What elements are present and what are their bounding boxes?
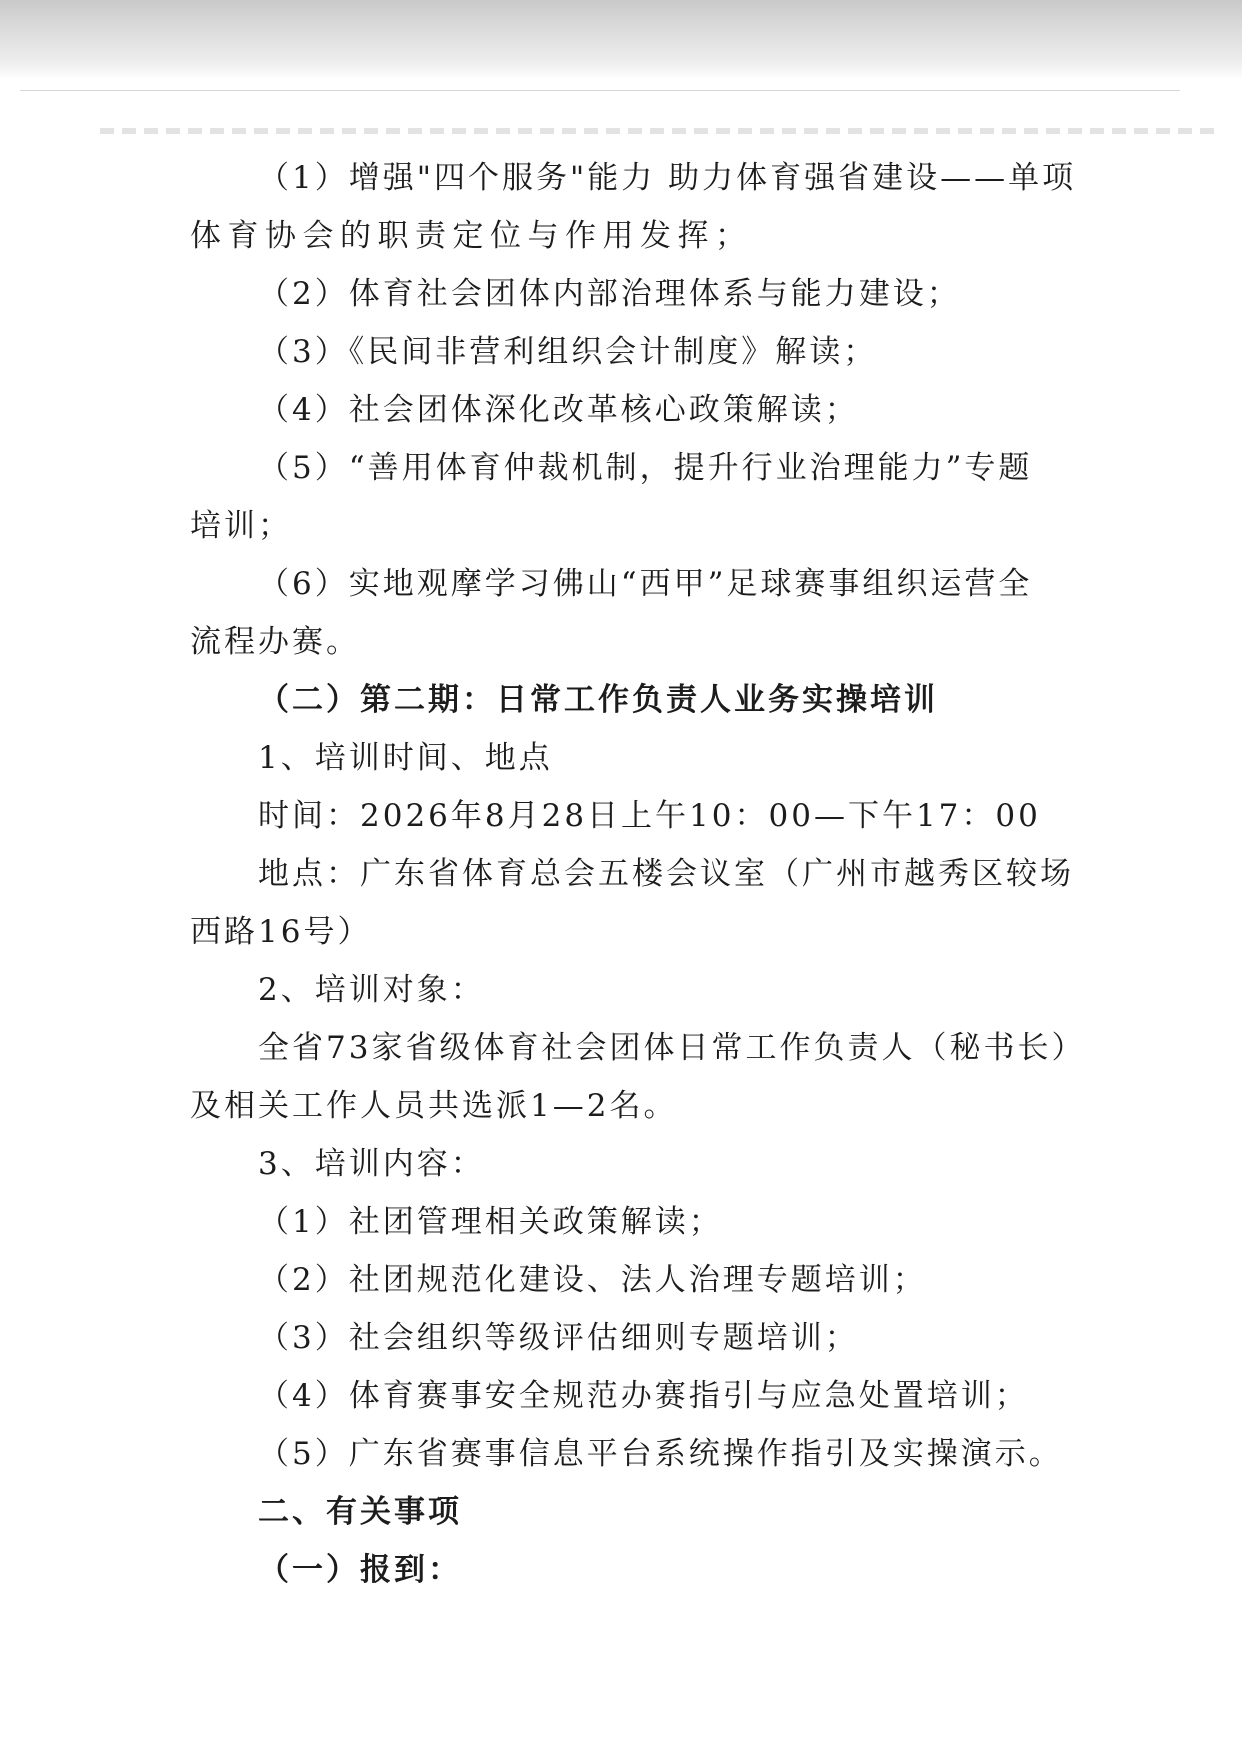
training-time: 时间：2026年8月28日上午10：00—下午17：00 [258, 798, 1041, 834]
subheading-registration: （一）报到： [258, 1552, 462, 1588]
item-2: （2）体育社会团体内部治理体系与能力建设； [258, 276, 961, 312]
target-line-2: 及相关工作人员共选派1—2名。 [190, 1088, 678, 1124]
section-heading-matters: 二、有关事项 [258, 1494, 462, 1530]
content-item-4: （4）体育赛事安全规范办赛指引与应急处置培训； [258, 1378, 1029, 1414]
content-item-1: （1）社团管理相关政策解读； [258, 1204, 723, 1240]
item-5-line-1: （5）“善用体育仲裁机制，提升行业治理能力”专题 [258, 450, 1033, 486]
item-6-line-1: （6）实地观摩学习佛山“西甲”足球赛事组织运营全 [258, 566, 1033, 602]
item-5-line-2: 培训； [190, 508, 292, 544]
item-1-line-1: （1）增强"四个服务"能力 助力体育强省建设——单项 [258, 160, 1077, 196]
item-4: （4）社会团体深化改革核心政策解读； [258, 392, 859, 428]
item-1-line-2: 体育协会的职责定位与作用发挥； [190, 218, 753, 254]
item-6-line-2: 流程办赛。 [190, 624, 360, 660]
subheading-time-place: 1、培训时间、地点 [258, 740, 553, 776]
section-heading-phase-2: （二）第二期：日常工作负责人业务实操培训 [258, 682, 938, 718]
content-item-2: （2）社团规范化建设、法人治理专题培训； [258, 1262, 927, 1298]
subheading-content: 3、培训内容： [258, 1146, 485, 1182]
content-item-3: （3）社会组织等级评估细则专题培训； [258, 1320, 859, 1356]
subheading-target: 2、培训对象： [258, 972, 485, 1008]
item-3: （3）《民间非营利组织会计制度》解读； [258, 334, 878, 370]
content-item-5: （5）广东省赛事信息平台系统操作指引及实操演示。 [258, 1436, 1063, 1472]
training-location-line-2: 西路16号） [190, 914, 372, 950]
target-line-1: 全省73家省级体育社会团体日常工作负责人（秘书长） [258, 1030, 1086, 1066]
training-location-line-1: 地点：广东省体育总会五楼会议室（广州市越秀区较场 [258, 856, 1074, 892]
